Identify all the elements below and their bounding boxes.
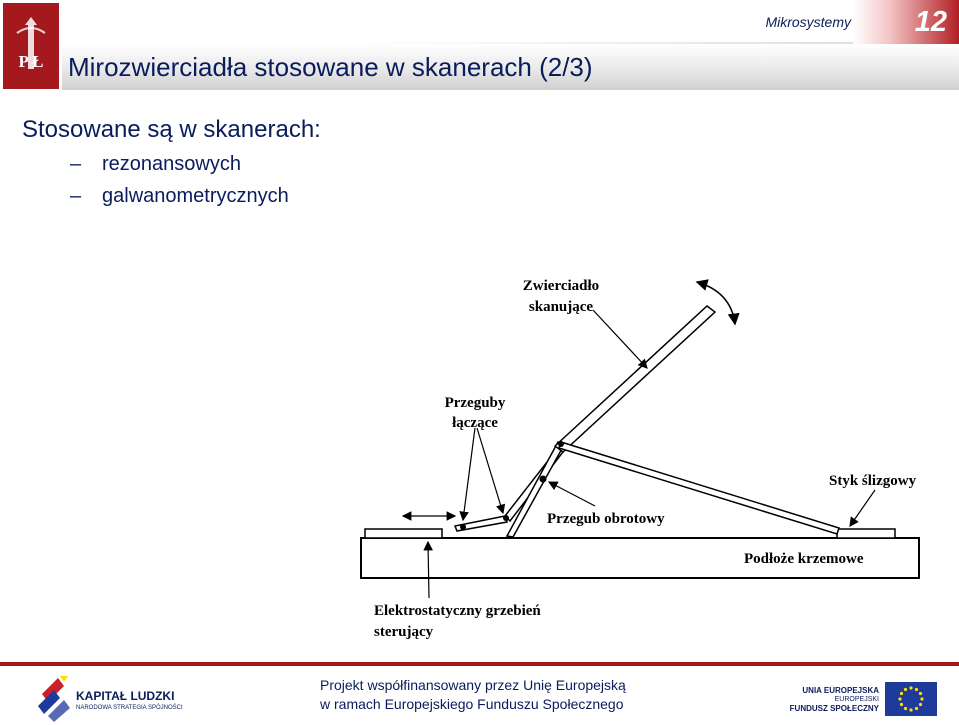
footer-project-line-2: w ramach Europejskiego Funduszu Społecznego <box>320 696 624 712</box>
hinges-label-2: łączące <box>452 415 498 431</box>
footer-divider <box>0 662 959 666</box>
sub-bullet-1 <box>70 153 241 176</box>
eu-label-line-1: UNIA EUROPEJSKA <box>802 686 879 695</box>
hinge-2 <box>503 515 509 521</box>
hinge-pointer-2 <box>477 428 503 513</box>
comb-label-1: Elektrostatyczny grzebień <box>374 603 541 619</box>
hinge-1 <box>460 524 466 530</box>
eu-label-line-3: FUNDUSZ SPOŁECZNY <box>789 704 879 713</box>
slide-contact-label: Styk ślizgowy <box>829 473 917 489</box>
mirror-label-1: Zwierciadło <box>522 278 600 294</box>
pl-logo-icon <box>3 3 59 89</box>
eu-label <box>790 686 879 713</box>
course-brand: Mikrosystemy <box>765 14 851 30</box>
dash-icon: – <box>70 185 82 207</box>
hinge-pointer-1 <box>463 428 475 520</box>
mirror-label-2: skanujące <box>528 299 594 315</box>
slide-number: 12 <box>914 6 947 38</box>
logo-letters: P Ł <box>18 52 44 71</box>
scanning-mirror <box>555 306 715 452</box>
mirror-pointer <box>593 310 647 368</box>
slide-header <box>0 0 959 92</box>
sub-bullet-2 <box>70 185 289 208</box>
slide-contact-pad <box>837 529 895 538</box>
comb-drive-pad <box>365 529 442 538</box>
hinges-label-1: Przeguby <box>444 395 506 411</box>
university-logo <box>3 3 59 89</box>
pivot-joint <box>540 476 547 483</box>
comb-label-2: sterujący <box>374 624 434 640</box>
dash-icon: – <box>70 153 82 175</box>
sub-bullet-text: galwanometrycznych <box>102 185 289 207</box>
pivot-label: Przegub obrotowy <box>547 511 665 527</box>
main-bullet: Stosowane są w skanerach: <box>22 116 321 143</box>
kl-name: KAPITAŁ LUDZKI <box>76 689 175 703</box>
top-joint <box>558 441 564 447</box>
eu-flag-icon <box>885 682 937 716</box>
kapital-ludzki-logo-icon <box>38 676 72 722</box>
kl-subtitle: NARODOWA STRATEGIA SPÓJNOŚCI <box>76 705 183 711</box>
slide-contact-pointer <box>850 490 875 526</box>
slide-title: Mirozwierciadła stosowane w skanerach (2/3) <box>68 52 593 82</box>
scanner-diagram <box>355 270 925 650</box>
eu-label-line-2: EUROPEJSKI <box>834 696 879 703</box>
sub-bullet-text: rezonansowych <box>102 153 241 175</box>
substrate-label: Podłoże krzemowe <box>744 551 864 567</box>
footer-project-line-1: Projekt współfinansowany przez Unię Europejską <box>320 677 626 693</box>
pivot-pointer <box>549 482 595 506</box>
